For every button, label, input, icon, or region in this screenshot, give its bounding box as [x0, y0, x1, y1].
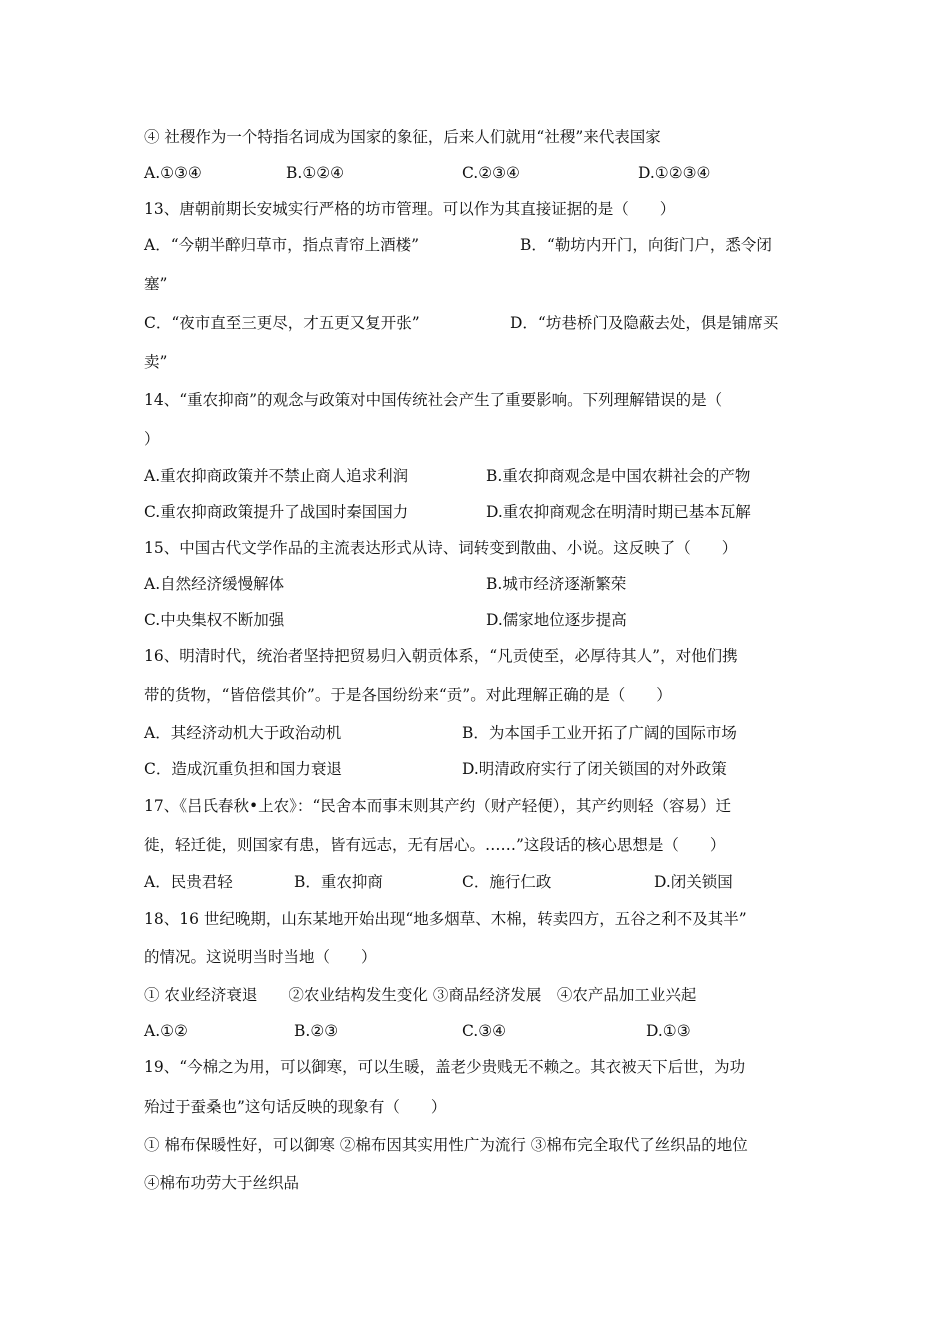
q18-stem-cont: 的情况。这说明当时当地（ ）: [144, 948, 377, 966]
q14-option-b[interactable]: B.重农抑商观念是中国农耕社会的产物: [486, 467, 751, 485]
q16-stem-cont: 带的货物，“皆倍偿其价”。于是各国纷纷来“贡”。对此理解正确的是（ ）: [144, 686, 672, 704]
q17-option-b[interactable]: B．重农抑商: [294, 873, 383, 891]
q18-option-b[interactable]: B.②③: [294, 1022, 339, 1040]
q16-stem: 16、明清时代，统治者坚持把贸易归入朝贡体系，“凡贡使至，必厚待其人”，对他们携: [144, 647, 738, 665]
q13-option-a[interactable]: A．“今朝半醉归草市，指点青帘上酒楼”: [144, 236, 420, 254]
q14-stem: 14、“重农抑商”的观念与政策对中国传统社会产生了重要影响。下列理解错误的是（: [144, 391, 723, 409]
q14-option-a[interactable]: A.重农抑商政策并不禁止商人追求利润: [144, 467, 409, 485]
q14-option-c[interactable]: C.重农抑商政策提升了战国时秦国国力: [144, 503, 409, 521]
q12-option-c[interactable]: C.②③④: [462, 164, 520, 182]
q13-stem: 13、唐朝前期长安城实行严格的坊市管理。可以作为其直接证据的是（ ）: [144, 200, 676, 218]
q17-stem-cont: 徙，轻迁徙，则国家有患，皆有远志，无有居心。……”这段话的核心思想是（ ）: [144, 836, 726, 854]
q15-option-a[interactable]: A.自然经济缓慢解体: [144, 575, 285, 593]
q16-option-b[interactable]: B．为本国手工业开拓了广阔的国际市场: [462, 724, 737, 742]
q12-option-d[interactable]: D.①②③④: [638, 164, 711, 182]
q17-option-d[interactable]: D.闭关锁国: [654, 873, 733, 891]
q19-stem: 19、“今棉之为用，可以御寒，可以生暖，盖老少贵贱无不赖之。其衣被天下后世，为功: [144, 1058, 746, 1076]
q13-option-d-cont: 卖”: [144, 353, 168, 371]
q19-statements-cont: ④棉布功劳大于丝织品: [144, 1174, 300, 1192]
q18-stem: 18、16 世纪晚期，山东某地开始出现“地多烟草、木棉，转卖四方，五谷之利不及其半”: [144, 910, 747, 928]
q17-stem: 17、《吕氏春秋•上农》：“民舍本而事末则其产约（财产轻便），其产约则轻（容易）迁: [144, 797, 732, 815]
q15-option-d[interactable]: D.儒家地位逐步提高: [486, 611, 627, 629]
q12-option-b[interactable]: B.①②④: [286, 164, 345, 182]
q14-option-d[interactable]: D.重农抑商观念在明清时期已基本瓦解: [486, 503, 751, 521]
q13-option-b[interactable]: B．“勒坊内开门，向街门户，悉令闭: [520, 236, 772, 254]
q16-option-a[interactable]: A．其经济动机大于政治动机: [144, 724, 342, 742]
q17-option-c[interactable]: C．施行仁政: [462, 873, 552, 891]
q16-option-d[interactable]: D.明清政府实行了闭关锁国的对外政策: [462, 760, 727, 778]
q12-statement-4: ④ 社稷作为一个特指名词成为国家的象征，后来人们就用“社稷”来代表国家: [144, 128, 661, 146]
q19-stem-cont: 殆过于蚕桑也”这句话反映的现象有（ ）: [144, 1098, 447, 1116]
q14-stem-cont: ）: [144, 430, 160, 448]
q13-option-b-cont: 塞”: [144, 275, 168, 293]
q18-option-a[interactable]: A.①②: [144, 1022, 188, 1040]
q15-option-b[interactable]: B.城市经济逐渐繁荣: [486, 575, 627, 593]
q19-statements: ① 棉布保暖性好，可以御寒 ②棉布因其实用性广为流行 ③棉布完全取代了丝织品的地位: [144, 1136, 748, 1154]
q15-option-c[interactable]: C.中央集权不断加强: [144, 611, 285, 629]
q18-option-d[interactable]: D.①③: [646, 1022, 691, 1040]
q13-option-d[interactable]: D．“坊巷桥门及隐蔽去处，俱是铺席买: [510, 314, 779, 332]
q18-statements: ① 农业经济衰退 ②农业结构发生变化 ③商品经济发展 ④农产品加工业兴起: [144, 986, 697, 1004]
q15-stem: 15、中国古代文学作品的主流表达形式从诗、词转变到散曲、小说。这反映了（ ）: [144, 539, 738, 557]
q16-option-c[interactable]: C．造成沉重负担和国力衰退: [144, 760, 342, 778]
q13-option-c[interactable]: C．“夜市直至三更尽，才五更又复开张”: [144, 314, 420, 332]
q18-option-c[interactable]: C.③④: [462, 1022, 507, 1040]
q17-option-a[interactable]: A．民贵君轻: [144, 873, 233, 891]
q12-option-a[interactable]: A.①③④: [144, 164, 202, 182]
